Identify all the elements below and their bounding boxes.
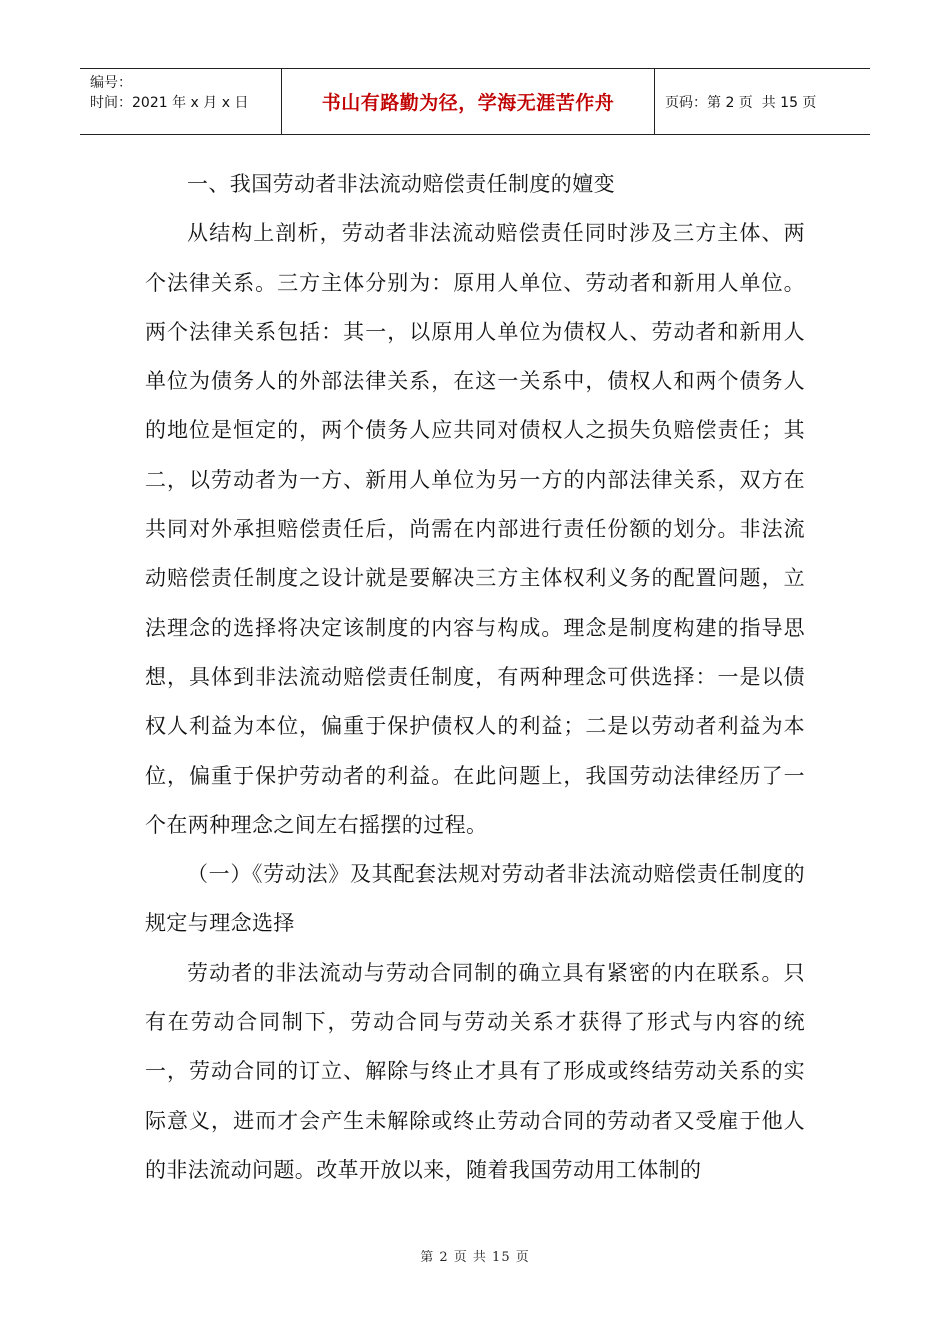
paragraph-2: 劳动者的非法流动与劳动合同制的确立具有紧密的内在联系。只有在劳动合同制下，劳动合同与劳动关系才获得了形式与内容的统一，劳动合同的订立、解除与终止才具有了形成或终结劳动关系的实际意义，进而才会产生未解除或终止劳动合同的劳动者又受雇于他人的非法流动问题。改革开放以来，随着我国劳动用工体制的	[145, 960, 805, 1182]
page-footer: 第 2 页 共 15 页	[420, 1250, 530, 1265]
section-title: 一、我国劳动者非法流动赔偿责任制度的嬗变	[187, 172, 615, 196]
page-header	[80, 68, 870, 135]
document-number-label: 编号：	[90, 75, 132, 91]
subsection-title: （一）《劳动法》及其配套法规对劳动者非法流动赔偿责任制度的规定与理念选择	[145, 862, 805, 936]
header-page-info	[655, 69, 870, 134]
document-body	[145, 160, 805, 1195]
header-motto: 书山有路勤为径，学海无涯苦作舟	[282, 69, 655, 134]
paragraph-1: 从结构上剖析，劳动者非法流动赔偿责任同时涉及三方主体、两个法律关系。三方主体分别为：原用人单位、劳动者和新用人单位。两个法律关系包括：其一，以原用人单位为债权人、劳动者和新用人单位为债务人的外部法律关系，在这一关系中，债权人和两个债务人的地位是恒定的，两个债务人应共同对债权人之损失负赔偿责任；其二，以劳动者为一方、新用人单位为另一方的内部法律关系，双方在共同对外承担赔偿责任后，尚需在内部进行责任份额的划分。非法流动赔偿责任制度之设计就是要解决三方主体权利义务的配置问题，立法理念的选择将决定该制度的内容与构成。理念是制度构建的指导思想，具体到非法流动赔偿责任制度，有两种理念可供选择：一是以债权人利益为本位，偏重于保护债权人的利益；二是以劳动者利益为本位，偏重于保护劳动者的利益。在此问题上，我国劳动法律经历了一个在两种理念之间左右摇摆的过程。	[145, 221, 805, 837]
document-time-label: 时间：2021 年 x 月 x 日	[90, 95, 249, 111]
header-meta	[80, 69, 282, 134]
header-page-label: 页码：第 2 页 共 15 页	[665, 94, 817, 111]
